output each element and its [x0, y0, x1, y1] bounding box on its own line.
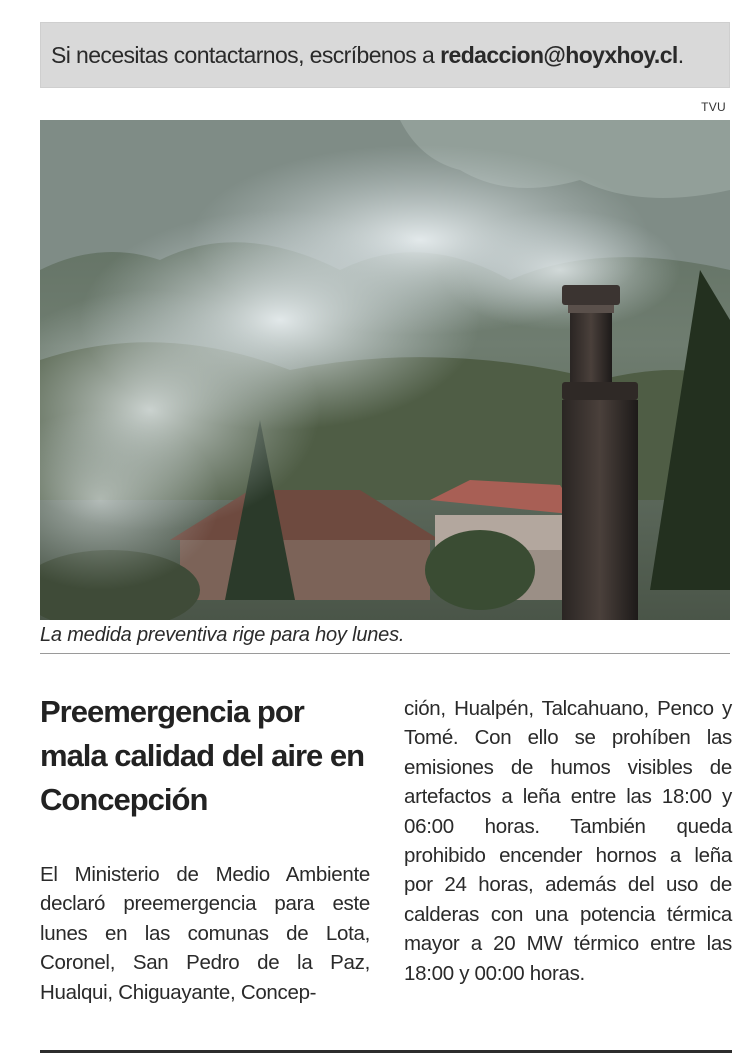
article-body-left-column: El Ministerio de Medio Ambiente declaró preemergencia para este lunes en las comunas de Lota, Coronel, San Pedro de la Paz, Hualqui, Chiguayante, Concep-	[40, 863, 370, 1004]
article-headline: Preemergencia por mala calidad del aire en Concepción	[40, 694, 365, 817]
article-body-right-column: ción, Hualpén, Talcahuano, Penco y Tomé. Con ello se prohíben las emisiones de humos visibles de artefactos a leña entre las 18:00 y 06:00 horas. También queda prohibido encender hornos a leña por 24 horas, además del uso de calderas con una potencia térmica mayor a 20 MW térmico entre las 18:00 y 00:00 horas.	[404, 697, 732, 985]
contact-text: Si necesitas contactarnos, escríbenos a	[51, 41, 435, 68]
contact-email-link[interactable]: redaccion@hoyxhoy.cl	[440, 41, 678, 68]
chimney-smoke-illustration	[40, 120, 730, 620]
caption-divider	[40, 653, 730, 654]
contact-period: .	[677, 41, 684, 68]
contact-banner	[40, 22, 730, 88]
article-bottom-rule	[40, 1050, 732, 1053]
photo-caption: La medida preventiva rige para hoy lunes.	[40, 624, 405, 646]
news-photo	[40, 120, 730, 620]
photo-credit: TVU	[701, 100, 726, 114]
